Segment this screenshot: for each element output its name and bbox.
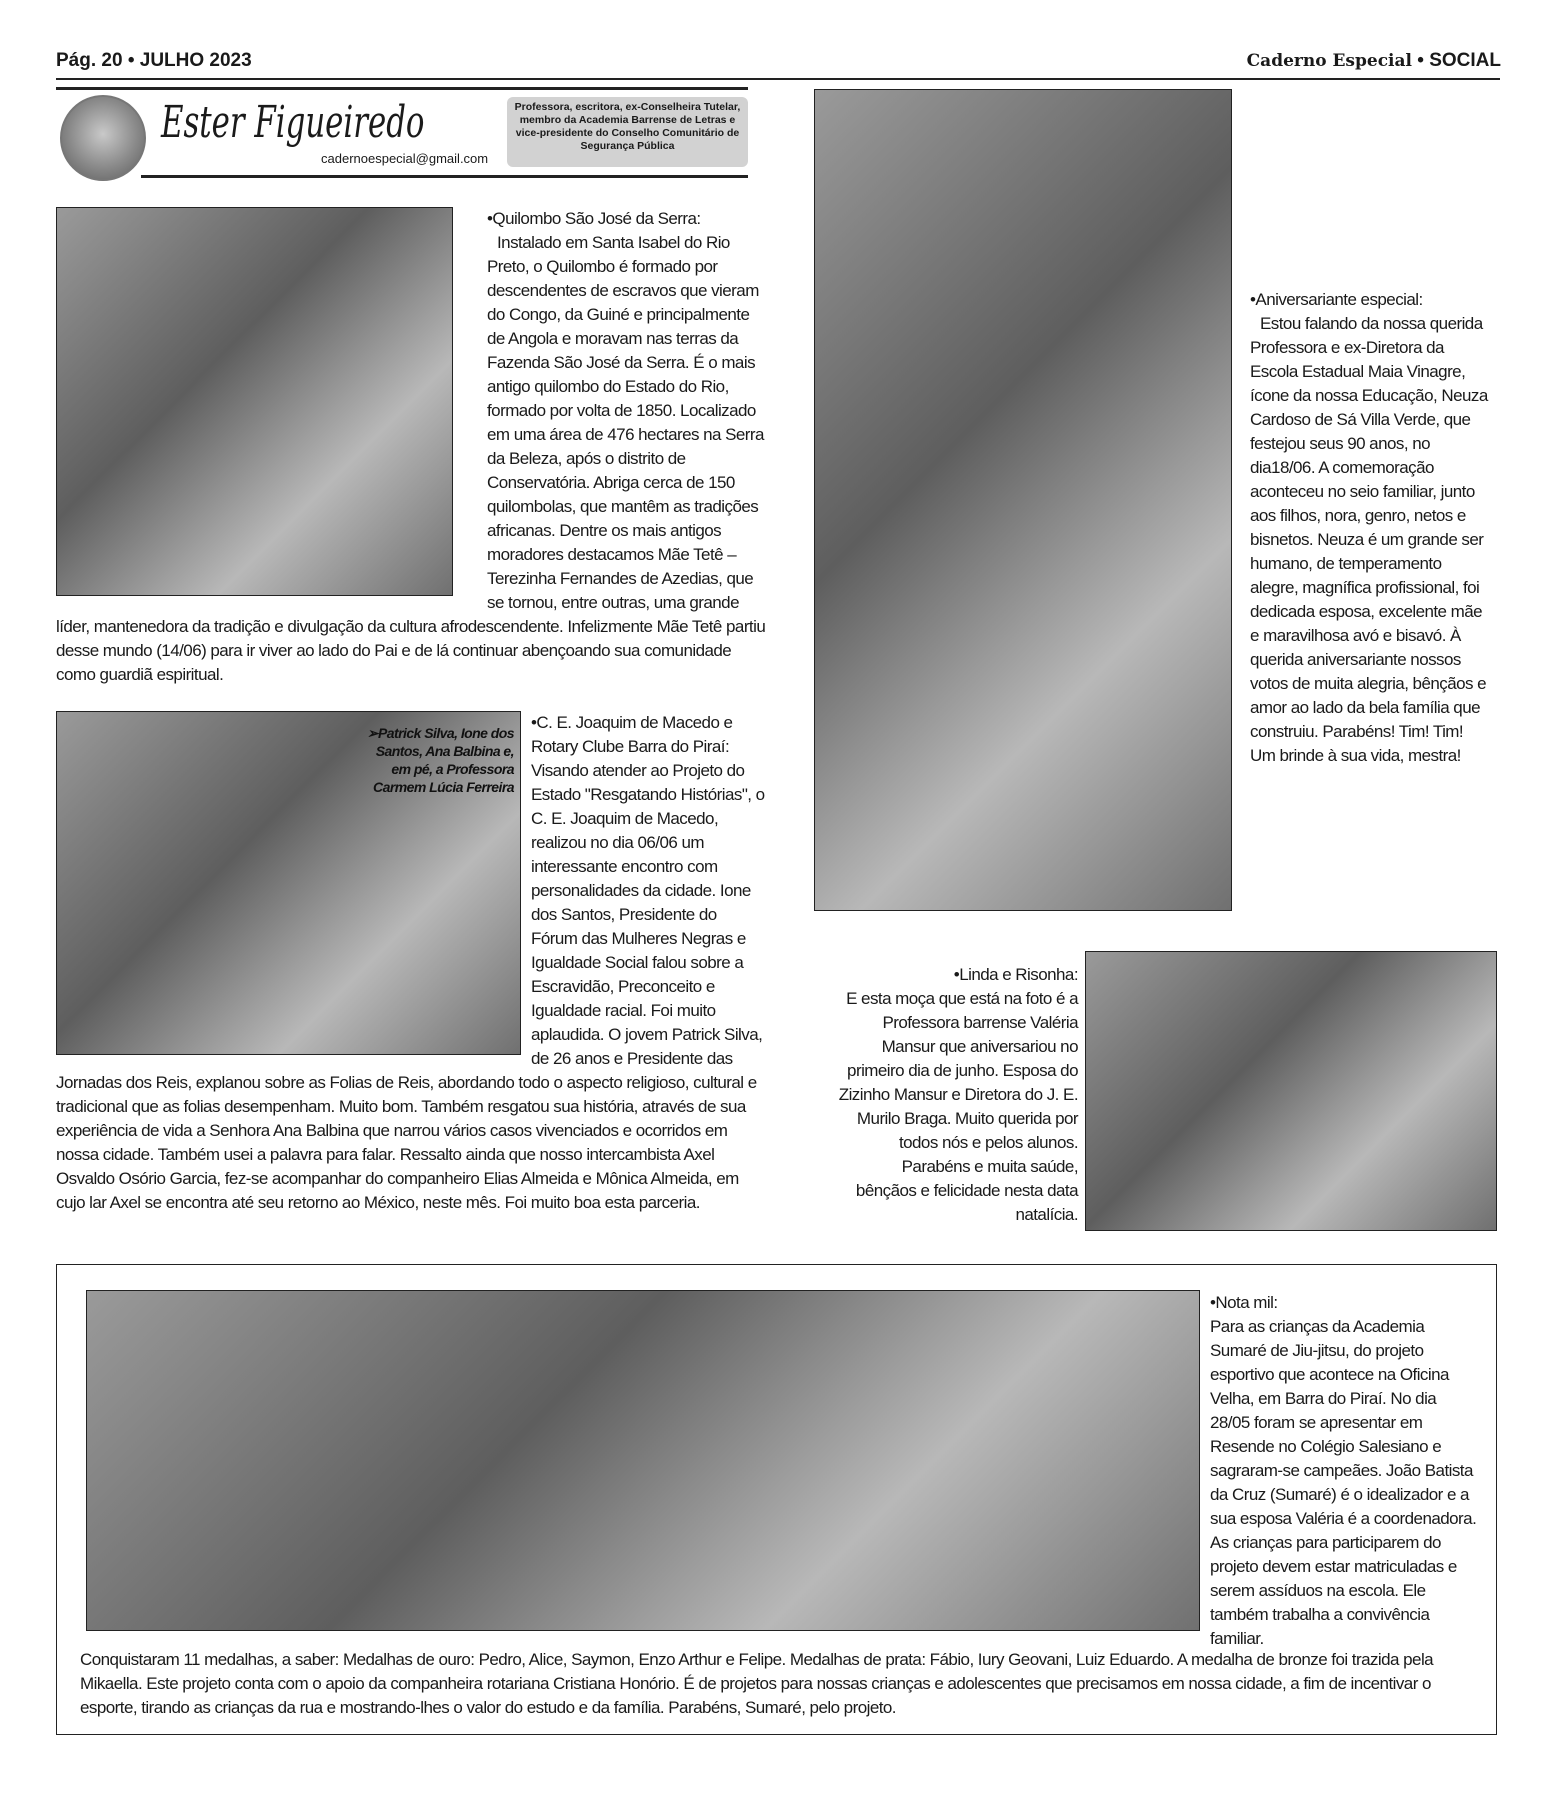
photo-caption: ➢Patrick Silva, Ione dos Santos, Ana Balbina e, em pé, a Professora Carmem Lúcia Ferreira <box>366 725 514 795</box>
section-name: • SOCIAL <box>1412 50 1501 71</box>
section-serif: Caderno Especial <box>1246 51 1412 71</box>
article-body: Instalado em Santa Isabel do Rio Preto, o Quilombo é formado por descendentes de escravos que vieram do Congo, da Guiné e principalmente de Angola e moravam nas terras da Fazenda São José da Serra. É o mais antigo quilombo do Estado do Rio, formado por volta de 1850. Localizado em uma área de 476 hectares na Serra da Beleza, após o distrito de Conservatória. Abriga cerca de 150 quilombolas, que mantêm as tradições africanas. Dentre os mais antigos moradores destacamos Mãe Tetê – Terezinha Fernandes de Azedias, que se tornou, entre outras, uma grande líder, mantenedora da tradição e divulgação da cultura afrodescendente. Infelizmente Mãe Tetê partiu desse mundo (14/06) para ir viver ao lado do Pai e de lá continuar abençoando sua comunidade como guardiã espiritual. <box>56 233 766 684</box>
article-aniversariante <box>1250 288 1488 768</box>
section-title <box>1247 50 1501 72</box>
article-body: Visando atender ao Projeto do Estado "Resgatando Histórias", o C. E. Joaquim de Macedo, realizou no dia 06/06 um interessante encontro com personalidades da cidade. Ione dos Santos, Presidente do Fórum das Mulheres Negras e Igualdade Social falou sobre a Escravidão, Preconceito e Igualdade racial. Foi muito aplaudida. O jovem Patrick Silva, de 26 anos e Presidente das Jornadas dos Reis, explanou sobre as Folias de Reis, abordando todo o aspecto religioso, cultural e tradicional que as folias desempenham. Muito bom. Também resgatou sua história, através de sua experiência de vida a Senhora Ana Balbina que narrou vários casos vivenciados e ocorridos em nossa cidade. Também usei a palavra para falar. Ressalto ainda que nosso intercambista Axel Osvaldo Osório Garcia, fez-se acompanhar do companheiro Elias Almeida e Mônica Almeida, em cujo lar Axel se encontra até seu retorno ao México, neste mês. Foi muito boa esta parceria. <box>56 761 765 1212</box>
column-rule-top <box>56 87 748 90</box>
author-email: cadernoespecial@gmail.com <box>321 151 489 166</box>
header-rule <box>56 78 1500 80</box>
article-body: E esta moça que está na foto é a Professora barrense Valéria Mansur que aniversariou no primeiro dia de junho. Esposa do Zizinho Mansur e Diretora do J. E. Murilo Braga. Muito querida por todos nós e pelos alunos. Parabéns e muita saúde, bênçãos e felicidade nesta data natalícia. <box>838 989 1078 1224</box>
author-name: Ester Figueiredo <box>161 97 425 148</box>
article-title: •Linda e Risonha: <box>953 965 1078 984</box>
article-nota-continuation: Conquistaram 11 medalhas, a saber: Medalhas de ouro: Pedro, Alice, Saymon, Enzo Arthur e Felipe. Medalhas de prata: Fábio, Iury Geovani, Luiz Eduardo. A medalha de bronze foi trazida pela Mikaella. Este projeto conta com o apoio da companheira rotariana Cristiana Honório. É de projetos para nossas crianças e adolescentes que precisamos em nossa cidade, a fim de incentivar o esporte, tirando as crianças da rua e mostrando-lhes o valor do estudo e da família. Parabéns, Sumaré, pelo projeto. <box>80 1650 1434 1717</box>
article-title: •C. E. Joaquim de Macedo e Rotary Clube Barra do Piraí: <box>531 713 733 756</box>
article-title: •Quilombo São José da Serra: <box>487 209 701 228</box>
photo-mae-tete <box>56 207 453 596</box>
article-title: •Aniversariante especial: <box>1250 290 1423 309</box>
article-body: Para as crianças da Academia Sumaré de Jiu-jitsu, do projeto esportivo que acontece na Oficina Velha, em Barra do Piraí. No dia 28/05 foram se apresentar em Resende no Colégio Salesiano e sagraram-se campeães. João Batista da Cruz (Sumaré) é o idealizador e a sua esposa Valéria é a coordenadora. As crianças para participarem do projeto devem estar matriculadas e serem assíduos na escola. Ele também trabalha a convivência familiar. <box>1210 1317 1477 1648</box>
photo-encontro <box>56 711 521 1055</box>
photo-valeria <box>1085 951 1497 1231</box>
column-header <box>56 87 748 180</box>
article-title: •Nota mil: <box>1210 1293 1278 1312</box>
author-avatar <box>60 95 146 181</box>
photo-family <box>814 89 1232 911</box>
article-macedo <box>56 711 766 1215</box>
photo-jiujitsu <box>86 1290 1200 1631</box>
article-nota <box>1210 1291 1480 1651</box>
column-rule-bottom <box>141 175 748 178</box>
article-body: Estou falando da nossa querida Professora e ex-Diretora da Escola Estadual Maia Vinagre, ícone da nossa Educação, Neuza Cardoso de Sá Villa Verde, que festejou seus 90 anos, no dia18/06. A comemoração aconteceu no seio familiar, junto aos filhos, nora, genro, netos e bisnetos. Neuza é um grande ser humano, de temperamento alegre, magnífica profissional, foi dedicada esposa, excelente mãe e maravilhosa avó e bisavó. À querida aniversariante nossos votos de muita alegria, bênçãos e amor ao lado da bela família que construiu. Parabéns! Tim! Tim! Um brinde à sua vida, mestra! <box>1250 314 1488 765</box>
page-number-date: Pág. 20 • JULHO 2023 <box>56 50 252 71</box>
article-linda <box>838 963 1078 1227</box>
article-quilombo <box>56 207 766 687</box>
author-bio: Professora, escritora, ex-Conselheira Tutelar, membro da Academia Barrense de Letras e vice-presidente do Conselho Comunitário de Segurança Pública <box>507 97 748 167</box>
